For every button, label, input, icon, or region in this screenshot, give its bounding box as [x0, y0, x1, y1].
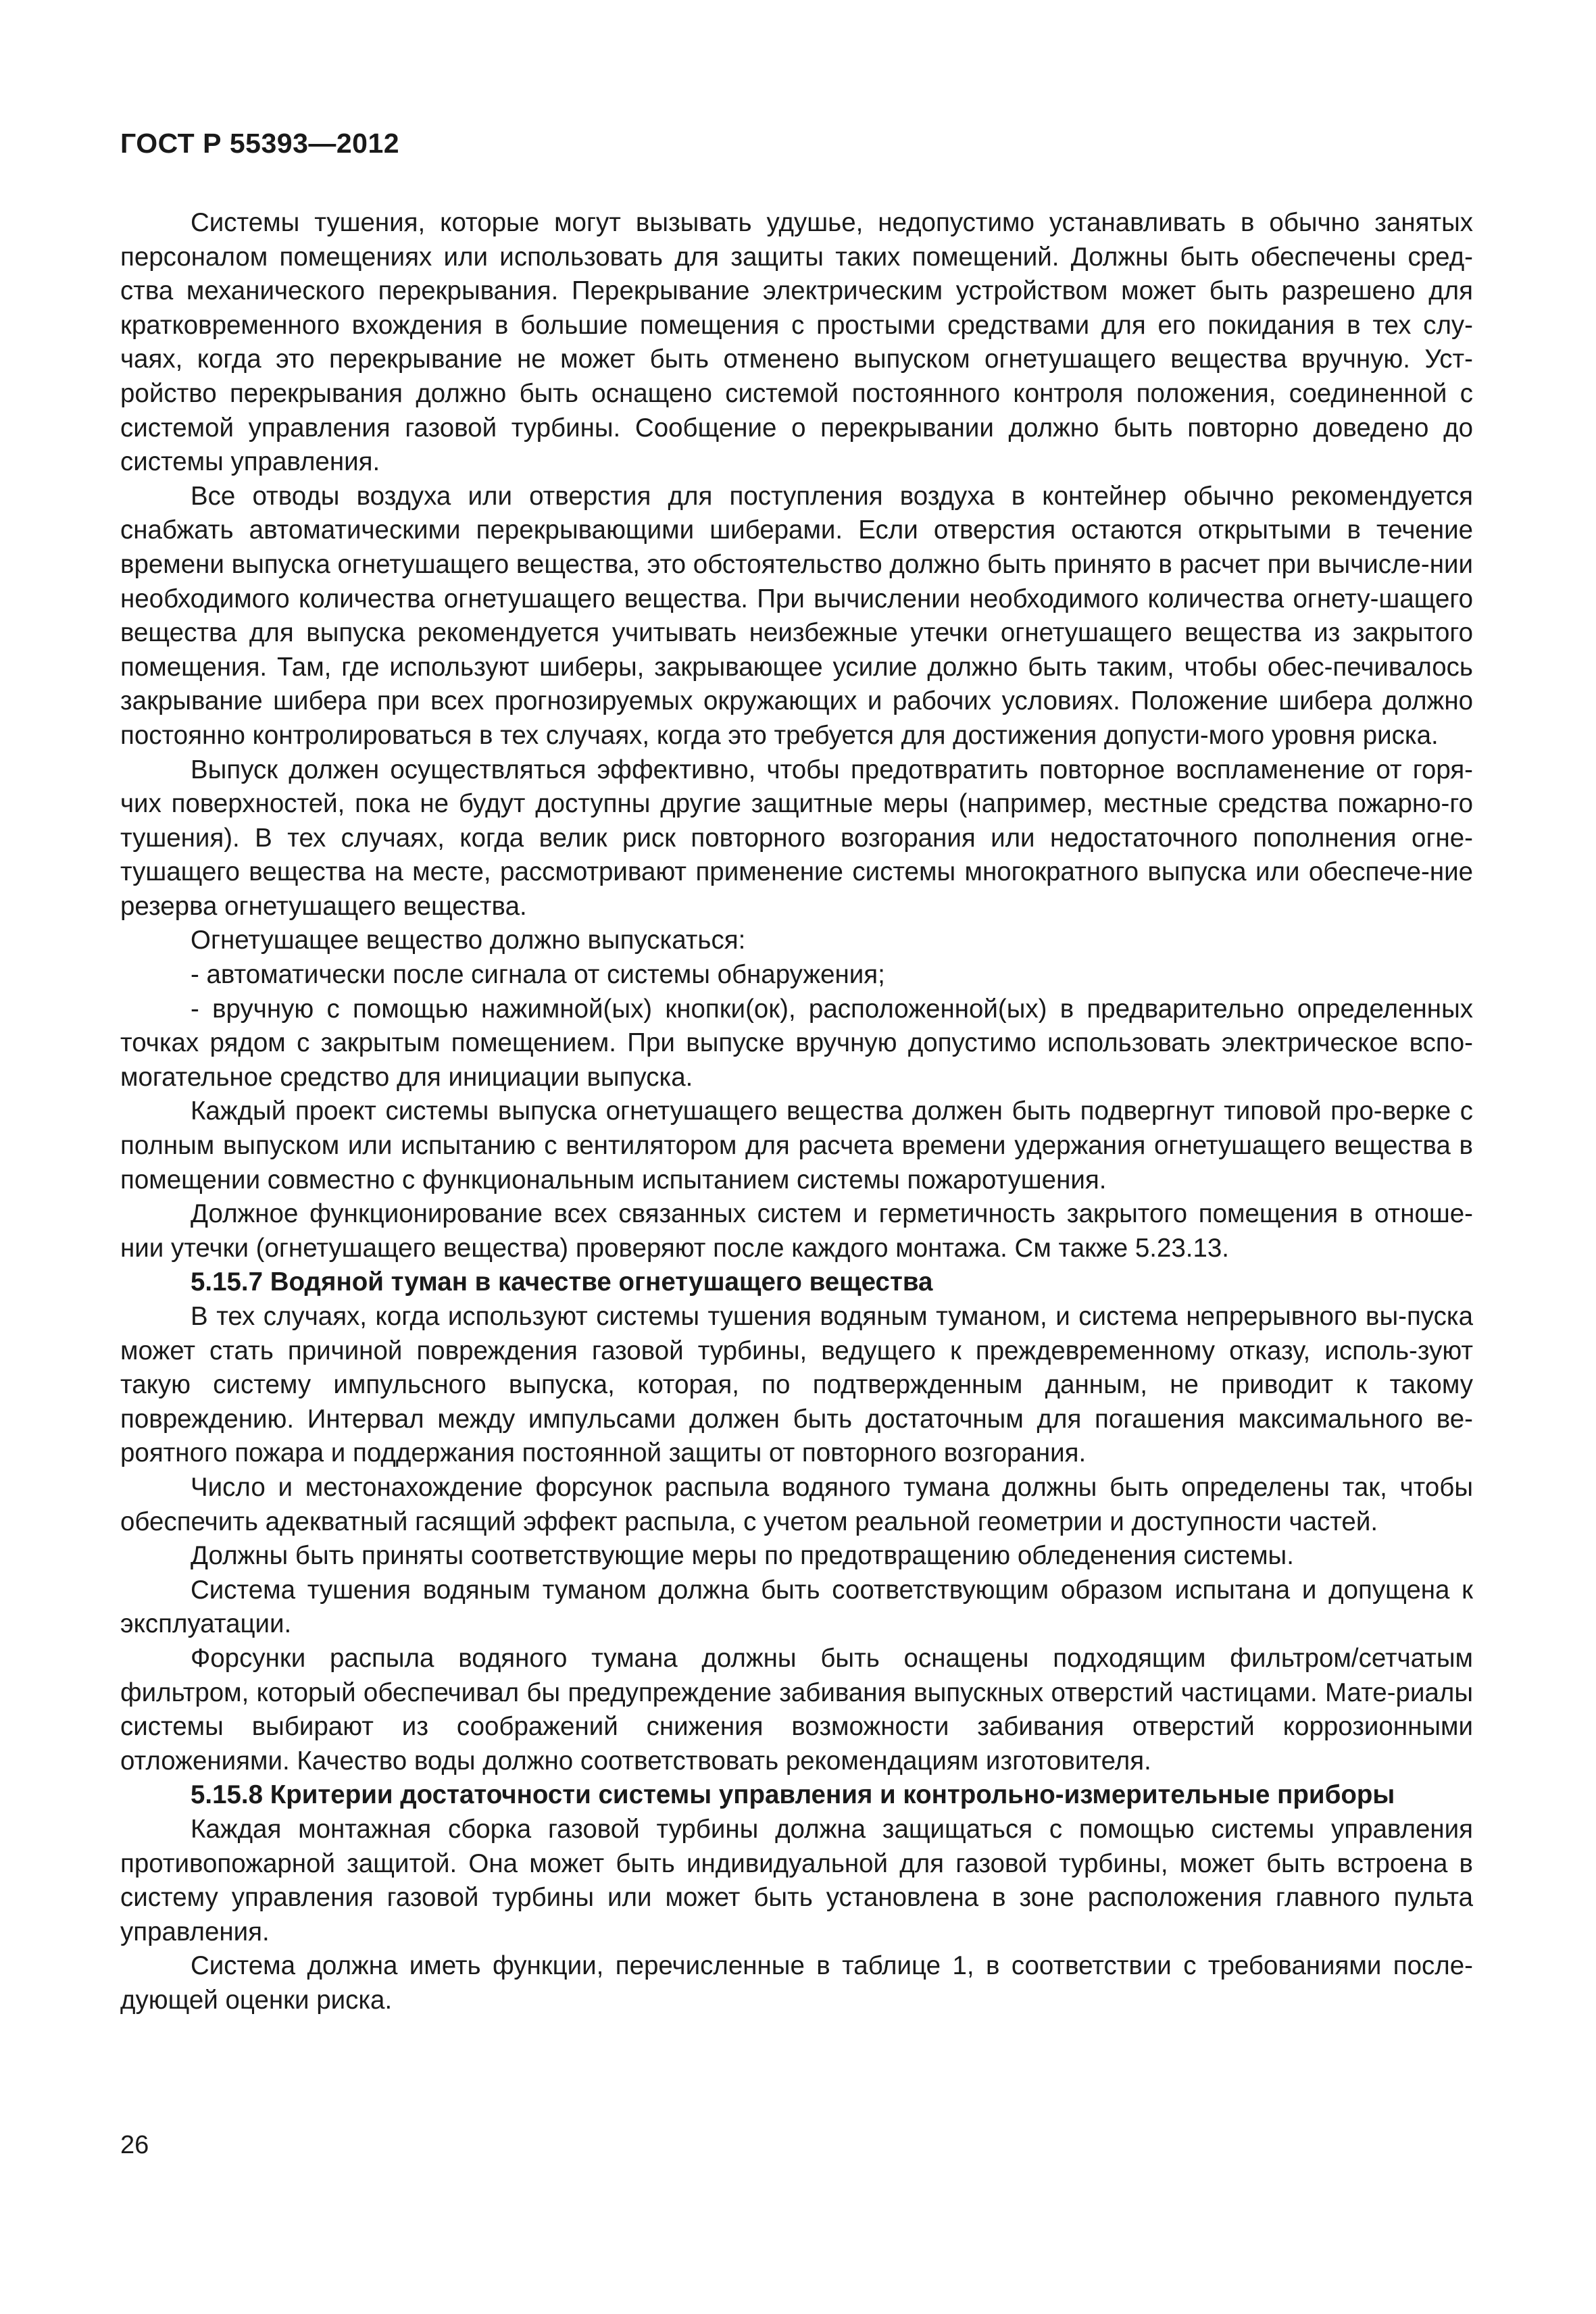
paragraph-1: Системы тушения, которые могут вызывать удушье, недопустимо устанавливать в обычно занятых персоналом помещениях или использовать для защиты таких помещений. Должны быть обеспечены сред-ства механического перекрывания. Перекрывание электрическим устройством может быть разрешено для кратковременного вхождения в большие помещения с простыми средствами для его покидания в тех слу-чаях, когда это перекрывание не может быть отменено выпуском огнетушащего вещества вручную. Уст-ройство перекрывания должно быть оснащено системой постоянного контроля положения, соединенной с системой управления газовой турбины. Сообщение о перекрывании должно быть повторно доведено до системы управления. — [120, 208, 1473, 477]
document-body — [120, 206, 1473, 2017]
list-item-manual: - вручную с помощью нажимной(ых) кнопки(ок), расположенной(ых) в предварительно определенных точках рядом с закрытым помещением. При выпуске вручную допустимо использовать электрическое вспо-могательное средство для инициации выпуска. — [120, 994, 1473, 1092]
paragraph-2: Все отводы воздуха или отверстия для поступления воздуха в контейнер обычно рекомендуется снабжать автоматическими перекрывающими шиберами. Если отверстия остаются открытыми в течение времени выпуска огнетушащего вещества, это обстоятельство должно быть принято в расчет при вычисле-нии необходимого количества огнетушащего вещества. При вычислении необходимого количества огнету-шащего вещества для выпуска рекомендуется учитывать неизбежные утечки огнетушащего вещества из закрытого помещения. Там, где используют шиберы, закрывающее усилие должно быть таким, чтобы обес-печивалось закрывание шибера при всех прогнозируемых окружающих и рабочих условиях. Положение шибера должно постоянно контролироваться в тех случаях, когда это требуется для достижения допусти-мого уровня риска. — [120, 481, 1473, 750]
document-page — [120, 0, 1473, 2314]
page-number: 26 — [120, 2131, 149, 2159]
section-heading-5-15-7: 5.15.7 Водяной туман в качестве огнетушащего вещества — [191, 1267, 933, 1297]
paragraph-10: В тех случаях, когда используют системы тушения водяным туманом, и система непрерывного вы-пуска может стать причиной повреждения газовой турбины, ведущего к преждевременному отказу, исполь-зуют такую систему импульсного выпуска, которая, по подтвержденным данным, не приводит к такому повреждению. Интервал между импульсами должен быть достаточным для погашения максимального ве-роятного пожара и поддержания постоянной защиты от повторного возгорания. — [120, 1302, 1473, 1468]
paragraph-11: Число и местонахождение форсунок распыла водяного тумана должны быть определены так, чтобы обеспечить адекватный гасящий эффект распыла, с учетом реальной геометрии и доступности частей. — [120, 1472, 1473, 1536]
paragraph-14: Форсунки распыла водяного тумана должны быть оснащены подходящим фильтром/сетчатым фильтром, который обеспечивал бы предупреждение забивания выпускных отверстий частицами. Мате-риалы системы выбирают из соображений снижения возможности забивания отверстий коррозионными отложениями. Качество воды должно соответствовать рекомендациям изготовителя. — [120, 1643, 1473, 1776]
paragraph-8: Должное функционирование всех связанных систем и герметичность закрытого помещения в отноше-нии утечки (огнетушащего вещества) проверяют после каждого монтажа. См также 5.23.13. — [120, 1199, 1473, 1263]
document-header: ГОСТ Р 55393—2012 — [120, 128, 400, 159]
paragraph-17: Система должна иметь функции, перечисленные в таблице 1, в соответствии с требованиями после-дующей оценки риска. — [120, 1951, 1473, 2015]
paragraph-4: Огнетушащее вещество должно выпускаться: — [191, 926, 746, 955]
section-heading-5-15-8: 5.15.8 Критерии достаточности системы управления и контрольно-измерительные приборы — [191, 1780, 1395, 1810]
paragraph-13: Система тушения водяным туманом должна быть соответствующим образом испытана и допущена к эксплуатации. — [120, 1575, 1473, 1639]
paragraph-7: Каждый проект системы выпуска огнетушащего вещества должен быть подвергнут типовой про-верке с полным выпуском или испытанию с вентилятором для расчета времени удержания огнетушащего вещества в помещении совместно с функциональным испытанием системы пожаротушения. — [120, 1097, 1473, 1194]
paragraph-16: Каждая монтажная сборка газовой турбины должна защищаться с помощью системы управления противопожарной защитой. Она может быть индивидуальной для газовой турбины, может быть встроена в систему управления газовой турбины или может быть установлена в зоне расположения главного пульта управления. — [120, 1814, 1473, 1946]
paragraph-12: Должны быть приняты соответствующие меры по предотвращению обледенения системы. — [191, 1541, 1294, 1571]
list-item-auto: - автоматически после сигнала от системы обнаружения; — [191, 960, 885, 990]
paragraph-3: Выпуск должен осуществляться эффективно, чтобы предотвратить повторное воспламенение от горя-чих поверхностей, пока не будут доступны другие защитные меры (например, местные средства пожарно-го тушения). В тех случаях, когда велик риск повторного возгорания или недостаточного пополнения огне-тушащего вещества на месте, рассмотривают применение системы многократного выпуска или обеспече-ние резерва огнетушащего вещества. — [120, 755, 1473, 921]
